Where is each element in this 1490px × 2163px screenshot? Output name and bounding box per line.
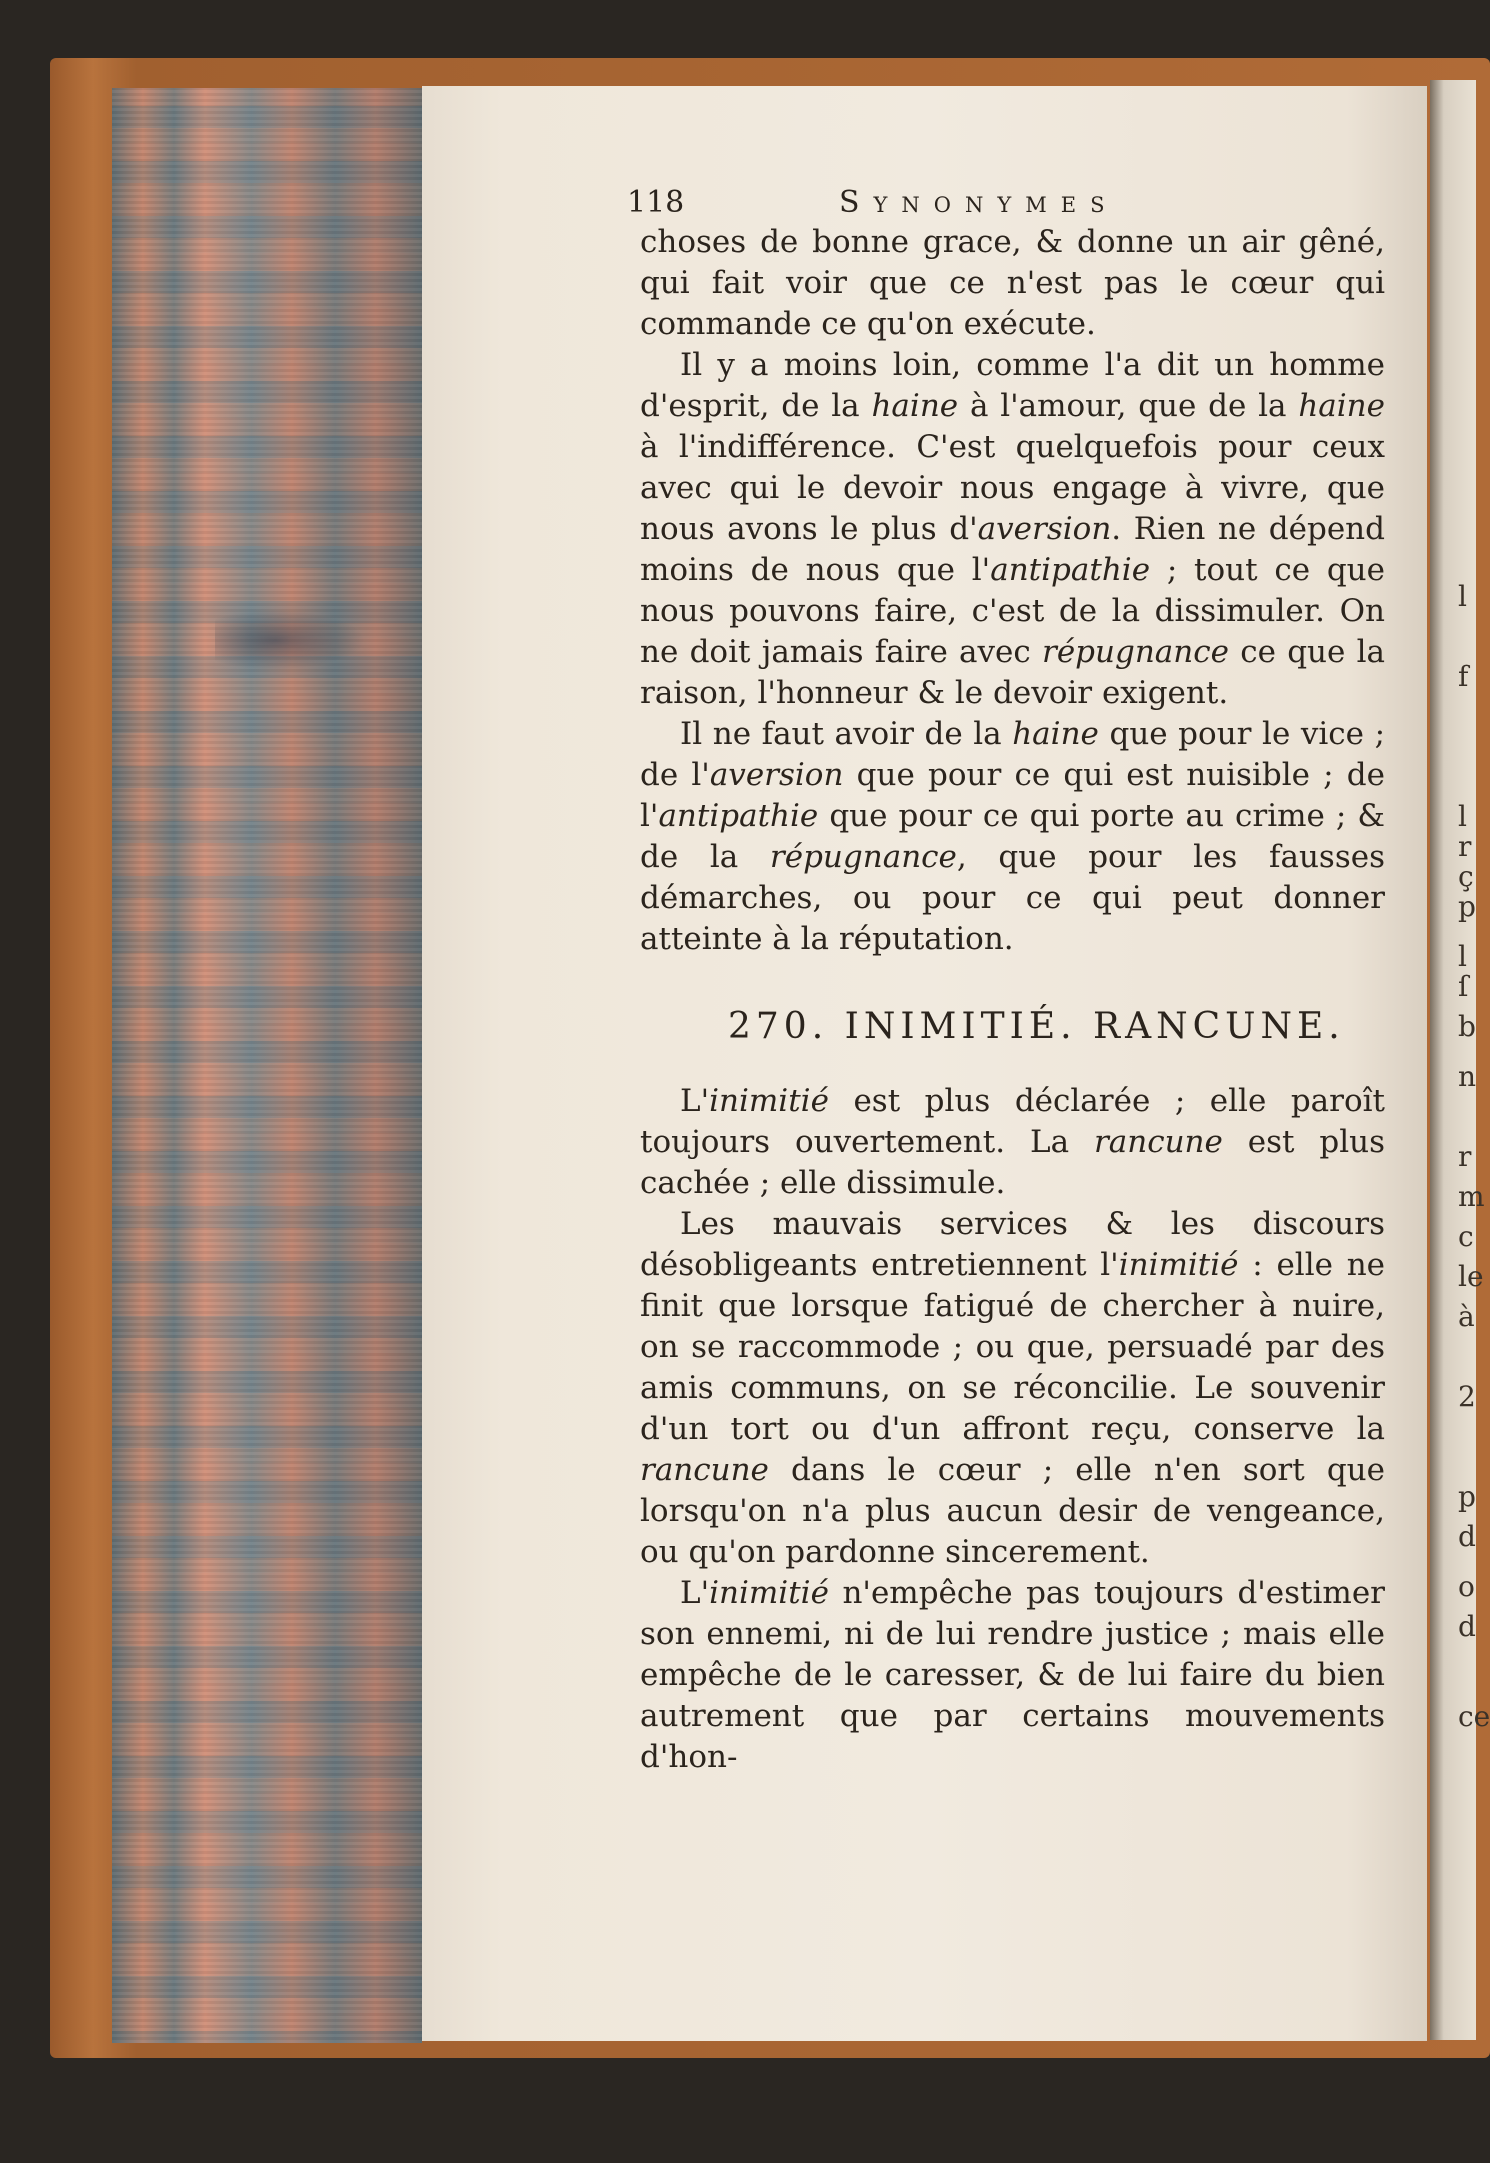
italic-term: inimitié [709, 1083, 829, 1119]
text-run: ce que la raison, l'honneur & le devoir exigent. [640, 634, 1385, 711]
facing-page-letter: 2 [1458, 1380, 1476, 1413]
facing-page-letter: l [1458, 580, 1467, 613]
text-run: L' [680, 1083, 710, 1119]
text-run: à l'indifférence. C'est quelquefois pour ceux avec qui le devoir nous engage à vivre, que nous avons le plus d' [640, 429, 1385, 547]
facing-page-letter: f [1458, 660, 1469, 693]
facing-page-letter: d [1458, 1520, 1476, 1553]
facing-page-letter: ç [1458, 860, 1474, 893]
entry-continuation [640, 222, 1385, 960]
text-run: Il ne faut avoir de la [680, 716, 1013, 752]
page-text [640, 180, 1385, 1778]
facing-page-letter: p [1458, 1480, 1476, 1513]
text-run: : elle ne finit que lorsque fatigué de chercher à nuire, on se raccommode ; ou que, persuadé par des amis communs, on se réconcilie. Le souvenir d'un tort ou d'un affront reçu, conserve la [640, 1247, 1386, 1447]
facing-page-letter: b [1458, 1010, 1476, 1043]
paragraph [640, 1081, 1385, 1204]
text-run: est plus cachée ; elle dissimule. [640, 1124, 1385, 1201]
text-run: L' [680, 1575, 710, 1611]
paragraph [640, 1573, 1385, 1778]
facing-page-letter: ſ [1458, 970, 1469, 1003]
text-run: ; tout ce que nous pouvons faire, c'est de la dissimuler. On ne doit jamais faire avec [640, 552, 1385, 670]
text-run: que pour ce qui est nuisible ; de l' [640, 757, 1385, 834]
text-run: dans le cœur ; elle n'en sort que lorsqu'on n'a plus aucun desir de vengeance, ou qu'on pardonne sincerement. [640, 1452, 1385, 1570]
running-title: Synonymes [839, 185, 1119, 220]
facing-page-letter: m [1458, 1180, 1485, 1213]
facing-page-letter: r [1458, 830, 1472, 863]
entry-270 [640, 1081, 1385, 1778]
italic-term: répugnance [1042, 634, 1229, 670]
italic-term: inimitié [709, 1575, 829, 1611]
paragraph [640, 345, 1385, 714]
text-run: n'empêche pas toujours d'estimer son ennemi, ni de lui rendre justice ; mais elle empêche de le caresser, & de lui faire du bien autrement que par certains mouvements d'hon- [640, 1575, 1385, 1775]
italic-term: répugnance [769, 839, 957, 875]
facing-page-letter: l [1458, 940, 1467, 973]
italic-term: antipathie [658, 798, 819, 834]
marbled-page-edge [112, 88, 422, 2043]
text-run: , que pour les fausses démarches, ou pour ce qui peut donner atteinte à la réputation. [640, 839, 1385, 957]
facing-page-letter: le [1458, 1260, 1484, 1293]
facing-page-letter: à [1458, 1300, 1475, 1333]
text-run: que pour ce qui porte au crime ; & de la [640, 798, 1385, 875]
page-number: 118 [627, 185, 685, 220]
facing-page-letter: n [1458, 1060, 1477, 1093]
paragraph [640, 714, 1385, 960]
italic-term: haine [1298, 388, 1385, 424]
facing-page-letter: l [1458, 800, 1467, 833]
italic-term: haine [871, 388, 959, 424]
text-run: . Rien ne dépend moins de nous que l' [640, 511, 1385, 588]
facing-page-letter: d [1458, 1610, 1476, 1643]
italic-term: rancune [640, 1452, 769, 1488]
library-stamp [215, 610, 365, 670]
text-run: choses de bonne grace, & donne un air gêné, qui fait voir que ce n'est pas le cœur qui commande ce qu'on exécute. [640, 224, 1385, 342]
italic-term: haine [1012, 716, 1099, 752]
italic-term: aversion [709, 757, 844, 793]
text-run: Les mauvais services & les discours désobligeants entretiennent l' [640, 1206, 1385, 1283]
facing-page-letter: c [1458, 1220, 1474, 1253]
facing-page-letter: r [1458, 1140, 1472, 1173]
italic-term: aversion [977, 511, 1112, 547]
section-heading: 270. INIMITIÉ. RANCUNE. [728, 1006, 1345, 1047]
facing-page-letter: ce [1458, 1700, 1490, 1733]
italic-term: inimitié [1118, 1247, 1239, 1283]
text-run: à l'amour, que de la [958, 388, 1299, 424]
paragraph [640, 1204, 1385, 1573]
facing-page-letter: p [1458, 890, 1476, 923]
text-run: que pour le vice ; de l' [640, 716, 1386, 793]
text-run: Il y a moins loin, comme l'a dit un homme d'esprit, de la [640, 347, 1385, 424]
text-run: est plus déclarée ; elle paroît toujours ouvertement. La [640, 1083, 1385, 1160]
facing-page-letter: o [1458, 1570, 1475, 1603]
italic-term: antipathie [990, 552, 1151, 588]
italic-term: rancune [1093, 1124, 1223, 1160]
paragraph [640, 222, 1385, 345]
